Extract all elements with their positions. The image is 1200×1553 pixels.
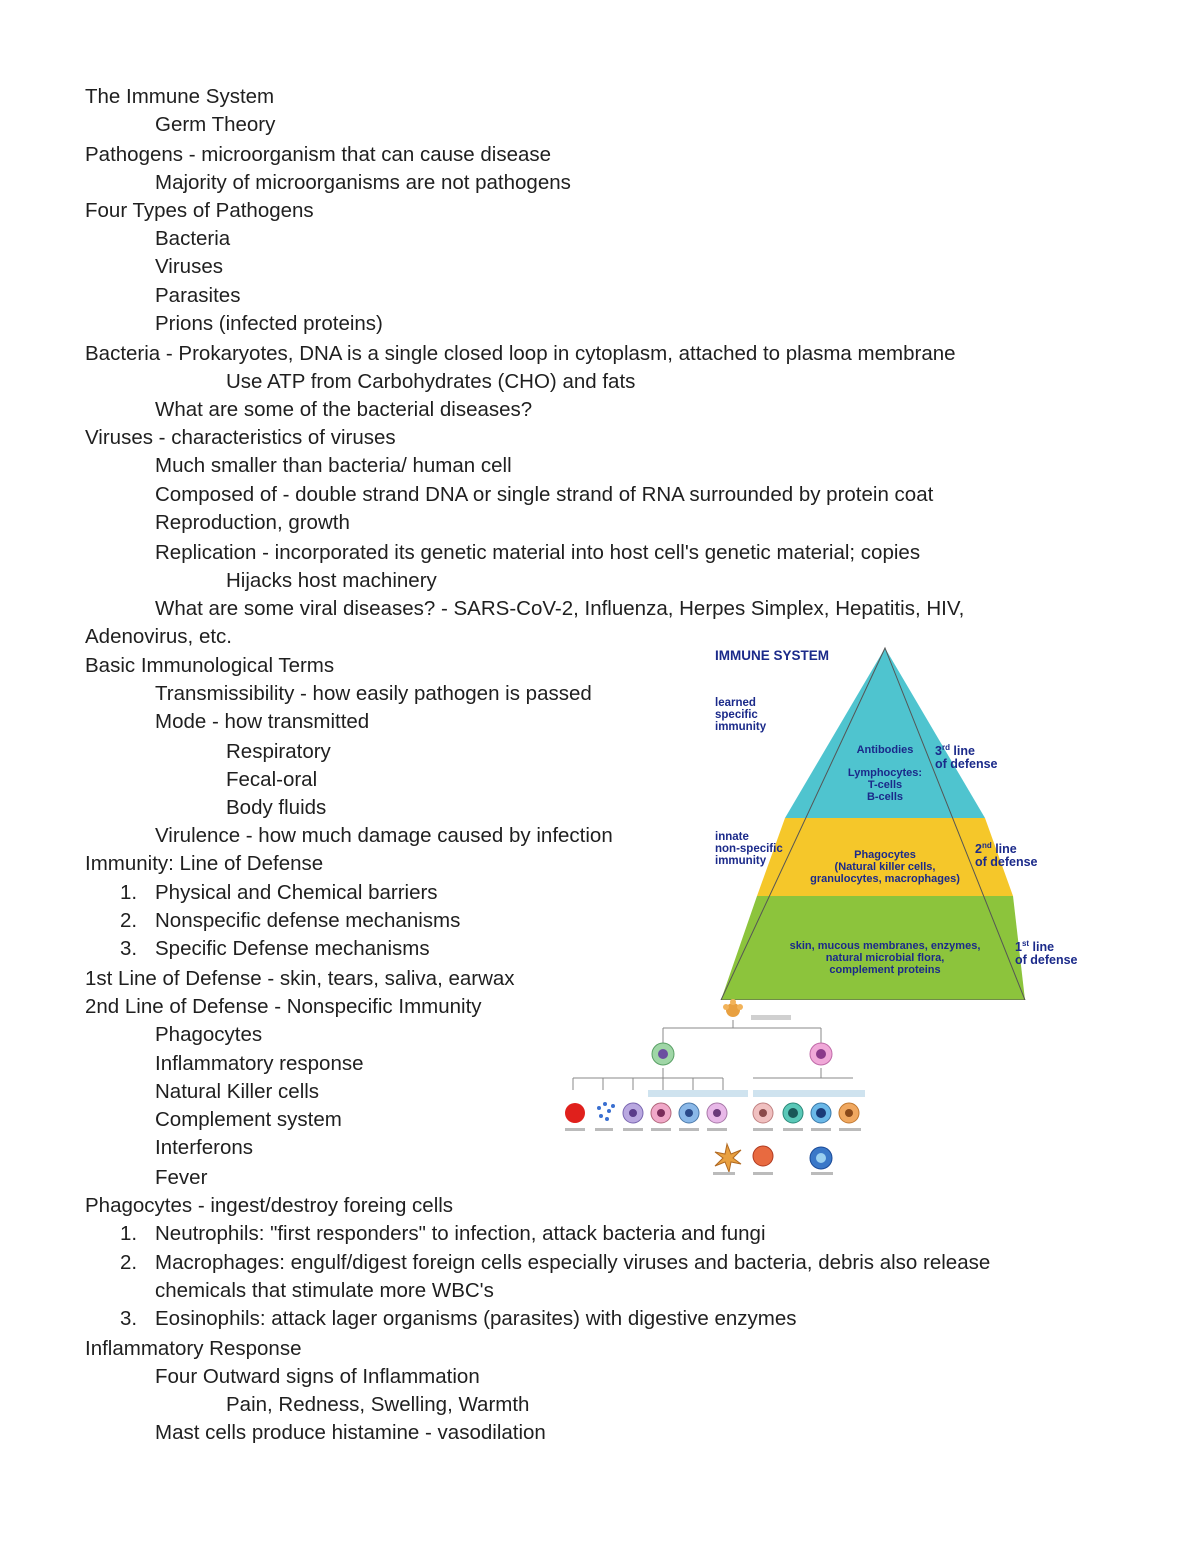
text-line: 2nd Line of Defense - Nonspecific Immunity <box>85 995 482 1018</box>
lymphoid-cell-icon <box>810 1043 832 1065</box>
text-line: Composed of - double strand DNA or single strand of RNA surrounded by protein coat <box>155 483 934 506</box>
text-line: Fecal-oral <box>226 768 318 791</box>
text-line: Inflammatory Response <box>85 1337 302 1360</box>
text-line: Basic Immunological Terms <box>85 654 335 677</box>
list-item: Eosinophils: attack lager organisms (parasites) with digestive enzymes <box>155 1307 797 1330</box>
text-line: Four Types of Pathogens <box>85 199 314 222</box>
text-line: Interferons <box>155 1136 253 1159</box>
text-line: Viruses - characteristics of viruses <box>85 426 396 449</box>
white-blood-cell-icon <box>623 1103 859 1172</box>
list-item: Specific Defense mechanisms <box>155 937 430 960</box>
text-line: Prions (infected proteins) <box>155 312 383 335</box>
text-line: Bacteria - Prokaryotes, DNA is a single closed loop in cytoplasm, attached to plasma membrane <box>85 342 956 365</box>
text-line: Bacteria <box>155 227 231 250</box>
tier-middle-label: (Natural killer cells, <box>834 861 936 873</box>
text-line: Immunity: Line of Defense <box>85 852 324 875</box>
tier-top-label: T-cells <box>867 779 903 791</box>
text-line: 1st Line of Defense - skin, tears, saliva, earwax <box>85 967 515 990</box>
list-item-continued: chemicals that stimulate more WBC's <box>155 1279 494 1302</box>
learned-label: learned <box>715 697 756 709</box>
innate-label: innate <box>715 831 749 843</box>
text-line: Germ Theory <box>155 113 276 136</box>
text-line: Four Outward signs of Inflammation <box>155 1365 480 1388</box>
text-line: Inflammatory response <box>155 1052 364 1075</box>
text-line: Majority of microorganisms are not pathogens <box>155 171 571 194</box>
red-blood-cell-icon <box>565 1103 585 1123</box>
text-line: Transmissibility - how easily pathogen is passed <box>155 682 592 705</box>
tier-top-label: B-cells <box>866 791 904 803</box>
tier-middle-label: granulocytes, macrophages) <box>810 873 960 885</box>
list-item: Physical and Chemical barriers <box>155 881 438 904</box>
list-number: 3. <box>120 937 138 960</box>
second-line-label: of defense <box>975 855 1038 869</box>
text-line: Mast cells produce histamine - vasodilation <box>155 1421 546 1444</box>
third-line-label: 3rd line <box>935 743 975 758</box>
tier-top-label: Lymphocytes: <box>847 767 923 779</box>
text-line: Respiratory <box>226 740 331 763</box>
text-line: Adenovirus, etc. <box>85 625 232 648</box>
text-line: Much smaller than bacteria/ human cell <box>155 454 512 477</box>
text-line: Mode - how transmitted <box>155 710 370 733</box>
tier-top-label: Antibodies <box>856 744 914 756</box>
text-line: What are some viral diseases? - SARS-CoV-2, Influenza, Herpes Simplex, Hepatitis, HIV, <box>155 597 965 620</box>
banner <box>753 1090 865 1097</box>
text-line: Viruses <box>155 255 223 278</box>
stem-cell-icon <box>723 999 743 1017</box>
first-line-label: of defense <box>1015 953 1078 967</box>
label-placeholder <box>751 1015 791 1020</box>
list-number: 1. <box>120 881 138 904</box>
tier-bottom-label: skin, mucous membranes, enzymes, <box>789 940 981 952</box>
text-line: Complement system <box>155 1108 342 1131</box>
text-line: Parasites <box>155 284 241 307</box>
list-item: Neutrophils: "first responders" to infection, attack bacteria and fungi <box>155 1222 766 1245</box>
innate-label: immunity <box>715 855 767 867</box>
list-item: Macrophages: engulf/digest foreign cells especially viruses and bacteria, debris also release <box>155 1251 991 1274</box>
text-line: Phagocytes <box>155 1023 263 1046</box>
text-line: Reproduction, growth <box>155 511 350 534</box>
text-line: Hijacks host machinery <box>226 569 437 592</box>
tier-middle-label: Phagocytes <box>854 849 916 861</box>
text-line: Replication - incorporated its genetic material into host cell's genetic material; copies <box>155 541 921 564</box>
blood-cell-lineage-diagram <box>563 998 868 1178</box>
text-line: Phagocytes - ingest/destroy foreing cells <box>85 1194 454 1217</box>
text-line: Pain, Redness, Swelling, Warmth <box>226 1393 530 1416</box>
learned-label: immunity <box>715 721 767 733</box>
heading-immune-system: The Immune System <box>85 85 275 108</box>
platelet-icon <box>597 1102 615 1121</box>
text-line: Fever <box>155 1166 208 1189</box>
list-item: Nonspecific defense mechanisms <box>155 909 461 932</box>
tier-bottom-label: complement proteins <box>829 964 941 976</box>
second-line-label: 2nd line <box>975 841 1017 856</box>
text-line: Natural Killer cells <box>155 1080 320 1103</box>
banner <box>648 1090 748 1097</box>
text-line: Virulence - how much damage caused by infection <box>155 824 613 847</box>
list-number: 3. <box>120 1307 138 1330</box>
text-line: Body fluids <box>226 796 327 819</box>
first-line-label: 1st line <box>1015 939 1055 954</box>
text-line: What are some of the bacterial diseases? <box>155 398 533 421</box>
list-number: 1. <box>120 1222 138 1245</box>
list-number: 2. <box>120 909 138 932</box>
learned-label: specific <box>715 709 758 721</box>
third-line-label: of defense <box>935 757 998 771</box>
innate-label: non-specific <box>715 843 783 855</box>
tier-bottom-label: natural microbial flora, <box>825 952 945 964</box>
list-number: 2. <box>120 1251 138 1274</box>
text-line: Use ATP from Carbohydrates (CHO) and fats <box>226 370 636 393</box>
text-line: Pathogens - microorganism that can cause disease <box>85 143 552 166</box>
immune-system-pyramid-figure <box>705 638 1085 1000</box>
pyramid-title: IMMUNE SYSTEM <box>715 648 830 663</box>
myeloid-cell-icon <box>652 1043 674 1065</box>
